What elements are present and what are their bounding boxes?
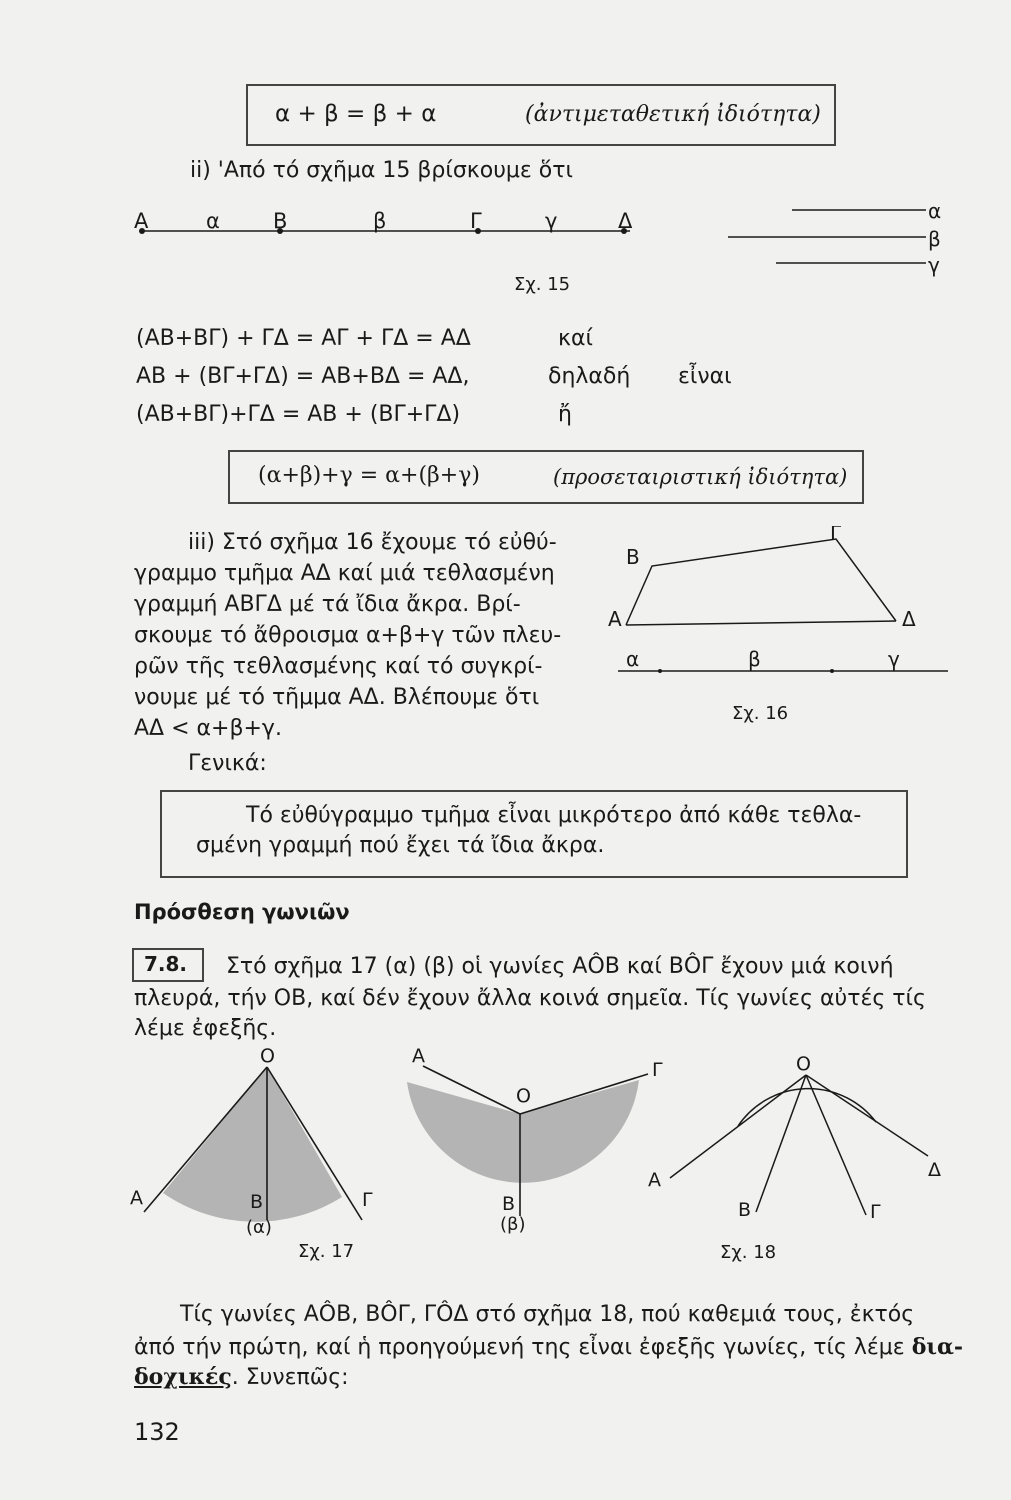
fig18-point-a: Α bbox=[648, 1169, 661, 1191]
fig17b-point-g: Γ bbox=[652, 1059, 663, 1081]
rule-line-1: Τό εὐθύγραμμο τμῆμα εἶναι μικρότερο ἀπό κάθε τεθλα- bbox=[246, 803, 862, 828]
closing-line-1: Τίς γωνίες ΑÔΒ, ΒÔΓ, ΓÔΔ στό σχῆμα 18, πού καθεμιά τους, ἐκτός bbox=[180, 1302, 915, 1327]
fig17a-sublabel: (α) bbox=[246, 1217, 272, 1238]
fig18-point-o: Ο bbox=[796, 1053, 811, 1075]
commutative-formula: α + β = β + α bbox=[275, 101, 437, 127]
fig18-point-b: Β bbox=[738, 1199, 752, 1221]
fig17b-point-a: Α bbox=[412, 1045, 425, 1067]
fig15-seg-beta: β bbox=[373, 209, 387, 233]
fig17b-point-b: Β bbox=[502, 1193, 516, 1215]
fig16-tick-2 bbox=[830, 669, 834, 673]
fig17a-point-a: Α bbox=[130, 1187, 143, 1209]
section-title: Πρόσθεση γωνιῶν bbox=[134, 900, 350, 924]
part3-line-5: ρῶν τῆς τεθλασμένης καί τό συγκρί- bbox=[134, 654, 543, 679]
fig18-ray-ob bbox=[756, 1075, 806, 1212]
closing-line-3-text: . Συνεπῶς: bbox=[231, 1365, 349, 1390]
fig16-point-a: Α bbox=[608, 607, 622, 631]
fig15-point-g: Γ bbox=[470, 209, 482, 233]
equation-word-or: ἤ bbox=[558, 402, 572, 427]
s78-line-3: λέμε ἐφεξῆς. bbox=[134, 1016, 277, 1041]
fig15-ref-alpha-label: α bbox=[928, 200, 942, 223]
closing-line-2-text: ἀπό τήν πρώτη, καί ἡ προηγούμενή της εἶναι ἐφεξῆς γωνίες, τίς λέμε bbox=[134, 1335, 912, 1360]
fig15-point-b: Β bbox=[273, 209, 288, 233]
fig18-point-d: Δ bbox=[928, 1159, 941, 1181]
fig18-ray-oa bbox=[670, 1075, 806, 1178]
fig16-point-d: Δ bbox=[902, 607, 916, 631]
equation-word-namely: δηλαδή bbox=[548, 364, 631, 389]
fig17a-point-g: Γ bbox=[362, 1189, 373, 1211]
fig16-point-g: Γ bbox=[830, 526, 842, 545]
fig18-ray-og bbox=[806, 1075, 866, 1215]
figure-16 bbox=[596, 526, 956, 726]
fig17a-point-b: Β bbox=[250, 1191, 264, 1213]
part3-line-3: γραμμή ΑΒΓΔ μέ τά ἴδια ἄκρα. Βρί- bbox=[134, 592, 521, 617]
equation-line-1: (ΑΒ+ΒΓ) + ΓΔ = ΑΓ + ΓΔ = ΑΔ bbox=[136, 326, 471, 351]
associative-label: (προσεταιριστική ἰδιότητα) bbox=[553, 465, 848, 489]
fig15-point-a: Α bbox=[134, 209, 149, 233]
associative-formula: (α+β)+γ = α+(β+γ) bbox=[258, 463, 480, 488]
fig16-broken-line bbox=[626, 539, 896, 625]
part3-line-4: σκουμε τό ἄθροισμα α+β+γ τῶν πλευ- bbox=[134, 623, 562, 648]
fig16-point-b: Β bbox=[626, 545, 640, 569]
fig16-seg-alpha: α bbox=[626, 647, 640, 671]
s78-line-1: Στό σχῆμα 17 (α) (β) οἱ γωνίες ΑÔΒ καί ΒÔΓ ἔχουν μιά κοινή bbox=[226, 954, 894, 979]
part3-paragraph bbox=[134, 527, 584, 779]
fig17b-point-o: Ο bbox=[516, 1085, 531, 1107]
closing-term-end: δοχικές bbox=[134, 1364, 232, 1390]
s78-line-2: πλευρά, τήν ΟΒ, καί δέν ἔχουν ἄλλα κοινά σημεῖα. Τίς γωνίες αὐτές τίς bbox=[134, 986, 926, 1011]
closing-line-3 bbox=[134, 1364, 349, 1390]
closing-line-2 bbox=[134, 1334, 963, 1360]
fig15-ref-gamma-label: γ bbox=[928, 253, 940, 277]
part3-line-1: iii) Στό σχῆμα 16 ἔχουμε τό εὐθύ- bbox=[188, 530, 557, 555]
fig15-seg-alpha: α bbox=[206, 209, 220, 233]
fig18-point-g: Γ bbox=[870, 1201, 881, 1223]
part3-general: Γενικά: bbox=[188, 751, 267, 776]
fig18-ray-od bbox=[806, 1075, 928, 1156]
fig16-segment-ad bbox=[626, 621, 896, 625]
fig16-caption: Σχ. 16 bbox=[732, 703, 789, 724]
fig15-caption: Σχ. 15 bbox=[514, 274, 571, 295]
fig15-ref-beta-label: β bbox=[928, 227, 941, 251]
part3-line-7: ΑΔ < α+β+γ. bbox=[134, 716, 282, 741]
equation-line-3: (ΑΒ+ΒΓ)+ΓΔ = ΑΒ + (ΒΓ+ΓΔ) bbox=[136, 402, 461, 427]
equation-word-is: εἶναι bbox=[678, 364, 732, 389]
fig17-caption: Σχ. 17 bbox=[298, 1241, 355, 1262]
fig15-seg-gamma: γ bbox=[545, 209, 558, 233]
fig16-seg-gamma: γ bbox=[888, 647, 900, 671]
fig18-caption: Σχ. 18 bbox=[720, 1242, 777, 1263]
commutative-label: (ἀντιμεταθετική ἰδιότητα) bbox=[525, 102, 821, 127]
fig16-seg-beta: β bbox=[748, 647, 761, 671]
equation-line-2: ΑΒ + (ΒΓ+ΓΔ) = ΑΒ+ΒΔ = ΑΔ, bbox=[136, 364, 470, 389]
part2-intro: ii) 'Από τό σχῆμα 15 βρίσκουμε ὅτι bbox=[190, 158, 573, 183]
figures-17-18 bbox=[120, 1040, 980, 1270]
section-number: 7.8. bbox=[144, 952, 188, 976]
part3-line-6: νουμε μέ τό τῆμμα ΑΔ. Βλέπουμε ὅτι bbox=[134, 685, 540, 710]
part3-line-2: γραμμο τμῆμα ΑΔ καί μιά τεθλασμένη bbox=[134, 561, 555, 586]
page-number: 132 bbox=[134, 1418, 180, 1446]
figure-15 bbox=[130, 200, 960, 305]
fig17b-sublabel: (β) bbox=[500, 1214, 526, 1235]
fig16-tick-1 bbox=[658, 669, 662, 673]
fig17a-point-o: Ο bbox=[260, 1045, 275, 1067]
equation-word-and: καί bbox=[558, 326, 593, 351]
rule-line-2: σμένη γραμμή πού ἔχει τά ἴδια ἄκρα. bbox=[196, 833, 605, 858]
closing-term-start: δια- bbox=[911, 1334, 964, 1360]
fig15-point-d: Δ bbox=[618, 209, 633, 233]
